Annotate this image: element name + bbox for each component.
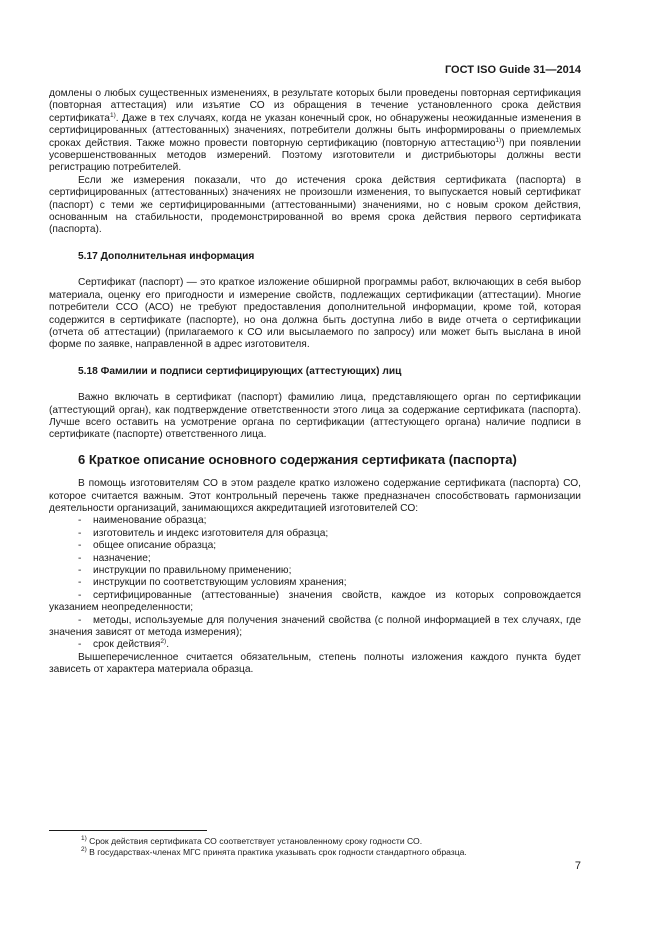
document-body — [49, 88, 581, 677]
bullet: - — [78, 577, 82, 589]
paragraph-5-18: Важно включать в сертификат (паспорт) фамилию лица, представляющего орган по сертификации (аттестующий орган), как подтверждение ответственности этого лица за содержание сертификата (паспорта). Лучше всего оставить на усмотрение органа по сертификации (аттестующего органа) наличие подписи в сертификате (паспорте) ответственного лица. — [49, 392, 581, 441]
list-item-text: сертифицированные (аттестованные) значения свойств, каждое из которых сопровождается указанием неопределенности; — [49, 589, 581, 614]
bullet: - — [78, 552, 82, 564]
list-item — [49, 577, 581, 589]
footnotes — [81, 836, 581, 858]
paragraph-6-closing: Вышеперечисленное считается обязательным, степень полноты изложения каждого пункта будет зависеть от характера материала образца. — [49, 651, 581, 676]
list-item-text: инструкции по правильному применению; — [93, 565, 292, 576]
footnote-text: Срок действия сертификата СО соответствует установленному сроку годности СО. — [89, 836, 423, 846]
list-item — [49, 540, 581, 552]
bullet: - — [78, 540, 82, 552]
list-item-tail: . — [166, 639, 170, 651]
paragraph — [49, 175, 581, 237]
bullet: - — [78, 565, 82, 576]
text-run: Если же измерения показали, что до истечения срока действия сертификата (паспорта) в сертифицированных (аттестованных) значениях не произошли изменения, то выпускается новый сертификат (паспорт) с теми же сертифицированными (аттестованными) значениями, но с новым сроком действия, основанным на стабильности, продемонстрированной во время срока действия первого сертификата (паспорта). — [49, 174, 581, 236]
list-item-text: назначение; — [93, 552, 151, 564]
paragraph-6-intro: В помощь изготовителям СО в этом разделе кратко изложено содержание сертификата (паспорта) СО, которое считается важным. Этот контрольный перечень также предназначен способствовать гармонизации деятельности организаций, занимающихся аккредитацией изготовителей СО: — [49, 478, 581, 514]
content-checklist — [49, 515, 581, 651]
list-item-text: изготовитель и индекс изготовителя для образца; — [93, 527, 329, 539]
bullet: - — [78, 614, 82, 626]
text-run: ) при появлении усовершенствованных методов измерений. Поэтому изготовители и дистрибьюторы должны вести регистрацию потребителей. — [49, 137, 581, 174]
footnote-ref: 1) — [495, 136, 502, 144]
list-item — [49, 565, 581, 577]
list-item-text: инструкции по соответствующим условиям хранения; — [93, 577, 347, 589]
list-item — [49, 615, 581, 640]
list-item — [49, 590, 581, 615]
footnote-separator — [49, 830, 207, 831]
text-run: . Даже в тех случаях, когда не указан конечный срок, но обнаружены неожиданные изменения в сертифицированных (аттестованных) значениях, потребители должны быть информированы о приемлемых сроках действия. Также можно провести повторную сертификацию (повторную аттестацию — [49, 112, 581, 149]
footnote-ref: 2) — [160, 638, 167, 646]
footnote-ref: 1) — [109, 111, 116, 119]
list-item-text: срок действия — [93, 639, 161, 651]
paragraphs — [49, 88, 581, 237]
list-item-text: общее описание образца; — [93, 540, 217, 552]
list-item — [49, 553, 581, 565]
footnote-mark: 2) — [81, 846, 87, 853]
paragraph — [49, 88, 581, 175]
running-header: ГОСТ ISO Guide 31—2014 — [444, 64, 581, 76]
section-heading-6: 6 Краткое описание основного содержания сертификата (паспорта) — [78, 451, 517, 467]
bullet: - — [78, 589, 82, 601]
section-heading-5-17: 5.17 Дополнительная информация — [78, 250, 255, 262]
paragraph-5-17: Сертификат (паспорт) — это краткое изложение обширной программы работ, включающих в себя выбор материала, оценку его пригодности и измерение свойств, подлежащих сертификации (аттестации). Многие потребители ССО (АСО) не требуют предоставления дополнительной информации, кроме той, которая содержится в сертификате (паспорте), но она должна быть доступна либо в виде отчета о сертификации (отчета об аттестации) (прилагаемого к СО или высылаемого по запросу) или может быть выслана в иной форме по заявке, направленной в адрес изготовителя. — [49, 277, 581, 351]
list-item — [49, 639, 581, 651]
text-run: домлены о любых существенных изменениях, в результате которых были проведены повторная сертификация (повторная аттестация) или изъятие СО из обращения в течение установленного срока действия сертификата — [49, 88, 581, 124]
footnote-mark: 1) — [81, 835, 87, 842]
section-heading-5-18: 5.18 Фамилии и подписи сертифицирующих (аттестующих) лиц — [78, 365, 402, 377]
footnote — [81, 836, 581, 847]
list-item — [49, 515, 581, 527]
bullet: - — [78, 639, 82, 651]
list-item — [49, 528, 581, 540]
footnote-text: В государствах-членах МГС принята практика указывать срок годности стандартного образца. — [89, 847, 467, 857]
page-number: 7 — [574, 860, 581, 872]
bullet: - — [78, 515, 82, 527]
footnote — [81, 847, 581, 858]
list-item-text: методы, используемые для получения значений свойства (с полной информацией в тех случаях, где значения зависят от метода измерения); — [49, 614, 581, 639]
list-item-text: наименование образца; — [93, 515, 207, 527]
bullet: - — [78, 527, 82, 539]
